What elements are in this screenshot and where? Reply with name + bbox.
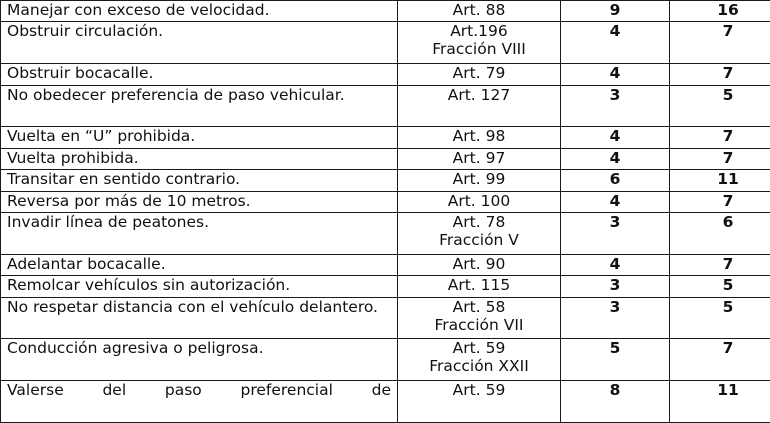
value-a-cell: 4 [561,254,670,275]
value-a-cell: 3 [561,213,670,255]
value-b-cell: 6 [670,213,770,255]
description-cell: Remolcar vehículos sin autorización. [1,276,398,297]
value-a-cell: 3 [561,85,670,127]
description-cell: Invadir línea de peatones. [1,213,398,255]
description-cell: No obedecer preferencia de paso vehicular. [1,85,398,127]
table-row [1,127,770,148]
table-row [1,213,770,255]
value-b-cell: 5 [670,276,770,297]
value-b-cell: 7 [670,127,770,148]
article-cell: Art. 115 [398,276,561,297]
value-a-cell: 4 [561,64,670,85]
value-a-cell: 5 [561,339,670,381]
article-cell: Art. 58 Fracción VII [398,297,561,339]
table-row [1,148,770,169]
table-row [1,85,770,127]
value-b-cell: 5 [670,85,770,127]
value-a-cell: 4 [561,127,670,148]
description-cell: Obstruir bocacalle. [1,64,398,85]
description-cell: Vuelta en “U” prohibida. [1,127,398,148]
table-row [1,170,770,191]
table-row [1,64,770,85]
value-a-cell: 3 [561,297,670,339]
value-b-cell: 11 [670,170,770,191]
fraction-text: Fracción V [439,231,519,250]
fraction-text: Fracción VIII [432,40,526,59]
article-cell: Art. 99 [398,170,561,191]
description-cell: Obstruir circulación. [1,22,398,64]
table-row [1,276,770,297]
article-cell: Art. 98 [398,127,561,148]
article-cell: Art. 59 Fracción XXII [398,339,561,381]
table-row [1,339,770,381]
description-cell: Conducción agresiva o peligrosa. [1,339,398,381]
description-cell: No respetar distancia con el vehículo delantero. [1,297,398,339]
table-row [1,297,770,339]
description-cell: Vuelta prohibida. [1,148,398,169]
table-row [1,191,770,212]
article-cell: Art. 127 [398,85,561,127]
article-cell: Art.196 Fracción VIII [398,22,561,64]
article-cell: Art. 79 [398,64,561,85]
description-cell: Manejar con exceso de velocidad. [1,1,398,22]
description-cell: Transitar en sentido contrario. [1,170,398,191]
value-b-cell: 11 [670,381,770,423]
value-a-cell: 4 [561,22,670,64]
value-a-cell: 8 [561,381,670,423]
description-cell: Valerse del paso preferencial de [1,381,398,423]
value-b-cell: 7 [670,339,770,381]
table-row [1,254,770,275]
value-a-cell: 4 [561,191,670,212]
value-b-cell: 7 [670,254,770,275]
article-cell: Art. 78 Fracción V [398,213,561,255]
article-cell: Art. 97 [398,148,561,169]
table-row [1,22,770,64]
article-cell: Art. 100 [398,191,561,212]
value-b-cell: 7 [670,22,770,64]
value-b-cell: 7 [670,148,770,169]
description-cell: Reversa por más de 10 metros. [1,191,398,212]
article-cell: Art. 90 [398,254,561,275]
description-cell: Adelantar bocacalle. [1,254,398,275]
article-cell: Art. 59 [398,381,561,423]
fraction-text: Fracción VII [434,315,524,334]
value-b-cell: 16 [670,1,770,22]
table-row [1,1,770,22]
value-a-cell: 4 [561,148,670,169]
value-a-cell: 3 [561,276,670,297]
value-a-cell: 9 [561,1,670,22]
value-a-cell: 6 [561,170,670,191]
article-cell: Art. 88 [398,1,561,22]
table-row [1,381,770,423]
value-b-cell: 5 [670,297,770,339]
value-b-cell: 7 [670,191,770,212]
fraction-text: Fracción XXII [429,357,529,376]
value-b-cell: 7 [670,64,770,85]
